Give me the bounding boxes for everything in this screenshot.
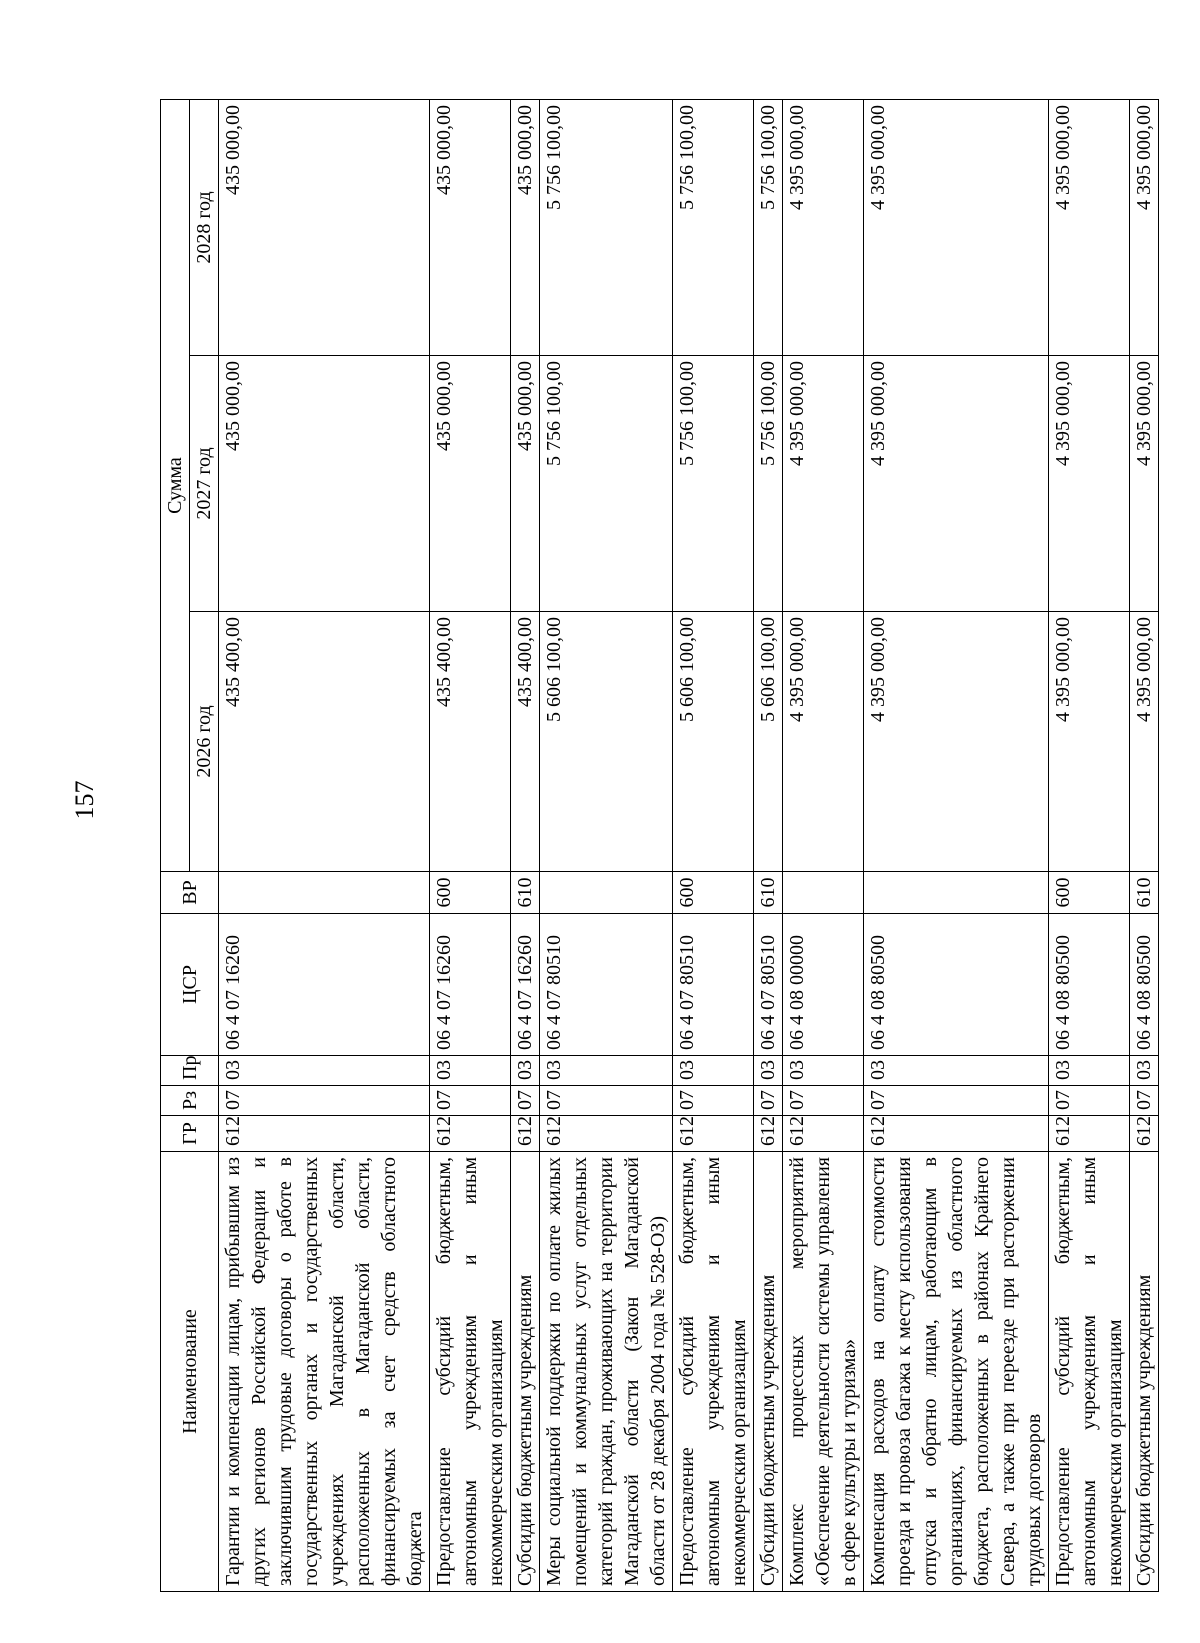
- header-sum: Сумма: [161, 100, 190, 872]
- row-pr: 03: [1049, 1056, 1130, 1086]
- table-row: [783, 100, 864, 1592]
- table-row: [673, 100, 754, 1592]
- row-amount-2026: 4 395 000,00: [783, 612, 864, 872]
- row-amount-2027: 5 756 100,00: [754, 356, 783, 612]
- row-gr: 612: [430, 1116, 511, 1152]
- row-amount-2027: 5 756 100,00: [673, 356, 754, 612]
- row-amount-2026: 4 395 000,00: [1130, 612, 1159, 872]
- header-csr: ЦСР: [161, 914, 219, 1056]
- row-csr: 06 4 08 80500: [1049, 914, 1130, 1056]
- row-gr: 612: [219, 1116, 430, 1152]
- table-row: [540, 100, 673, 1592]
- header-vr: ВР: [161, 872, 219, 914]
- row-amount-2028: 5 756 100,00: [673, 100, 754, 356]
- row-amount-2027: 435 000,00: [219, 356, 430, 612]
- row-name: Компенсация расходов на оплату стоимости проезда и провоза багажа к месту использования отпуска и обратно лицам, работающим в организациях, финансируемых из областного бюджета, расположенных в районах Крайнего Севера, а также при переезде при расторжении трудовых договоров: [864, 1152, 1049, 1592]
- table-row: [219, 100, 430, 1592]
- row-amount-2027: 5 756 100,00: [540, 356, 673, 612]
- row-amount-2026: 435 400,00: [430, 612, 511, 872]
- row-name: Субсидии бюджетным учреждениям: [754, 1152, 783, 1592]
- row-gr: 612: [783, 1116, 864, 1152]
- row-gr: 612: [864, 1116, 1049, 1152]
- table-row: [430, 100, 511, 1592]
- row-amount-2028: 4 395 000,00: [1130, 100, 1159, 356]
- table-row: [511, 100, 540, 1592]
- row-amount-2026: 4 395 000,00: [1049, 612, 1130, 872]
- row-csr: 06 4 07 80510: [754, 914, 783, 1056]
- header-gr: ГР: [161, 1116, 219, 1152]
- row-amount-2027: 4 395 000,00: [864, 356, 1049, 612]
- rotated-table-frame: [160, 100, 1155, 1592]
- row-name: Субсидии бюджетным учреждениям: [511, 1152, 540, 1592]
- row-amount-2026: 4 395 000,00: [864, 612, 1049, 872]
- row-vr: 610: [1130, 872, 1159, 914]
- row-rz: 07: [1130, 1086, 1159, 1116]
- row-vr: [219, 872, 430, 914]
- row-amount-2026: 435 400,00: [219, 612, 430, 872]
- row-csr: 06 4 08 80500: [864, 914, 1049, 1056]
- row-amount-2027: 4 395 000,00: [1049, 356, 1130, 612]
- row-csr: 06 4 07 16260: [511, 914, 540, 1056]
- row-vr: [783, 872, 864, 914]
- row-vr: 610: [511, 872, 540, 914]
- row-csr: 06 4 07 80510: [673, 914, 754, 1056]
- row-csr: 06 4 08 00000: [783, 914, 864, 1056]
- row-rz: 07: [511, 1086, 540, 1116]
- row-pr: 03: [540, 1056, 673, 1086]
- row-name: Предоставление субсидий бюджетным, автономным учреждениям и иным некоммерческим организациям: [1049, 1152, 1130, 1592]
- row-vr: 600: [1049, 872, 1130, 914]
- row-vr: [864, 872, 1049, 914]
- table-row: [1130, 100, 1159, 1592]
- row-amount-2027: 4 395 000,00: [1130, 356, 1159, 612]
- row-rz: 07: [673, 1086, 754, 1116]
- row-name: Меры социальной поддержки по оплате жилых помещений и коммунальных услуг отдельных категорий граждан, проживающих на территории Магаданской области (Закон Магаданской области от 28 декабря 2004 года № 528-ОЗ): [540, 1152, 673, 1592]
- row-gr: 612: [1130, 1116, 1159, 1152]
- row-rz: 07: [754, 1086, 783, 1116]
- row-amount-2028: 5 756 100,00: [540, 100, 673, 356]
- row-rz: 07: [219, 1086, 430, 1116]
- row-vr: 600: [430, 872, 511, 914]
- row-vr: [540, 872, 673, 914]
- header-year-2026: 2026 год: [190, 612, 219, 872]
- row-pr: 03: [219, 1056, 430, 1086]
- row-csr: 06 4 07 80510: [540, 914, 673, 1056]
- row-amount-2028: 435 000,00: [430, 100, 511, 356]
- page-number: 157: [70, 780, 99, 820]
- row-amount-2027: 435 000,00: [511, 356, 540, 612]
- row-csr: 06 4 07 16260: [430, 914, 511, 1056]
- row-vr: 600: [673, 872, 754, 914]
- header-year-2028: 2028 год: [190, 100, 219, 356]
- row-pr: 03: [754, 1056, 783, 1086]
- row-amount-2028: 4 395 000,00: [864, 100, 1049, 356]
- table-row: [864, 100, 1049, 1592]
- header-rz: Рз: [161, 1086, 219, 1116]
- header-year-2027: 2027 год: [190, 356, 219, 612]
- row-rz: 07: [540, 1086, 673, 1116]
- row-amount-2028: 4 395 000,00: [1049, 100, 1130, 356]
- row-pr: 03: [1130, 1056, 1159, 1086]
- row-pr: 03: [673, 1056, 754, 1086]
- row-amount-2026: 435 400,00: [511, 612, 540, 872]
- row-rz: 07: [864, 1086, 1049, 1116]
- row-gr: 612: [540, 1116, 673, 1152]
- row-vr: 610: [754, 872, 783, 914]
- row-amount-2028: 435 000,00: [219, 100, 430, 356]
- row-gr: 612: [511, 1116, 540, 1152]
- row-csr: 06 4 07 16260: [219, 914, 430, 1056]
- row-csr: 06 4 08 80500: [1130, 914, 1159, 1056]
- row-pr: 03: [511, 1056, 540, 1086]
- row-amount-2026: 5 606 100,00: [540, 612, 673, 872]
- row-amount-2027: 435 000,00: [430, 356, 511, 612]
- row-amount-2028: 5 756 100,00: [754, 100, 783, 356]
- row-rz: 07: [1049, 1086, 1130, 1116]
- row-name: Предоставление субсидий бюджетным, автономным учреждениям и иным некоммерческим организациям: [673, 1152, 754, 1592]
- row-name: Гарантии и компенсации лицам, прибывшим из других регионов Российской Федерации и заключившим трудовые договоры о работе в государственных органах и государственных учреждениях Магаданской области, расположенных в Магаданской области, финансируемых за счет средств областного бюджета: [219, 1152, 430, 1592]
- row-rz: 07: [430, 1086, 511, 1116]
- row-gr: 612: [1049, 1116, 1130, 1152]
- row-amount-2028: 4 395 000,00: [783, 100, 864, 356]
- table-row: [754, 100, 783, 1592]
- header-pr: Пр: [161, 1056, 219, 1086]
- row-gr: 612: [754, 1116, 783, 1152]
- row-amount-2026: 5 606 100,00: [754, 612, 783, 872]
- row-name: Комплекс процессных мероприятий «Обеспечение деятельности системы управления в сфере культуры и туризма»: [783, 1152, 864, 1592]
- row-amount-2027: 4 395 000,00: [783, 356, 864, 612]
- row-rz: 07: [783, 1086, 864, 1116]
- row-name: Субсидии бюджетным учреждениям: [1130, 1152, 1159, 1592]
- row-pr: 03: [864, 1056, 1049, 1086]
- row-amount-2028: 435 000,00: [511, 100, 540, 356]
- header-name: Наименование: [161, 1152, 219, 1592]
- row-amount-2026: 5 606 100,00: [673, 612, 754, 872]
- row-pr: 03: [430, 1056, 511, 1086]
- budget-table: [160, 99, 1159, 1592]
- table-row: [1049, 100, 1130, 1592]
- row-gr: 612: [673, 1116, 754, 1152]
- row-pr: 03: [783, 1056, 864, 1086]
- row-name: Предоставление субсидий бюджетным, автономным учреждениям и иным некоммерческим организациям: [430, 1152, 511, 1592]
